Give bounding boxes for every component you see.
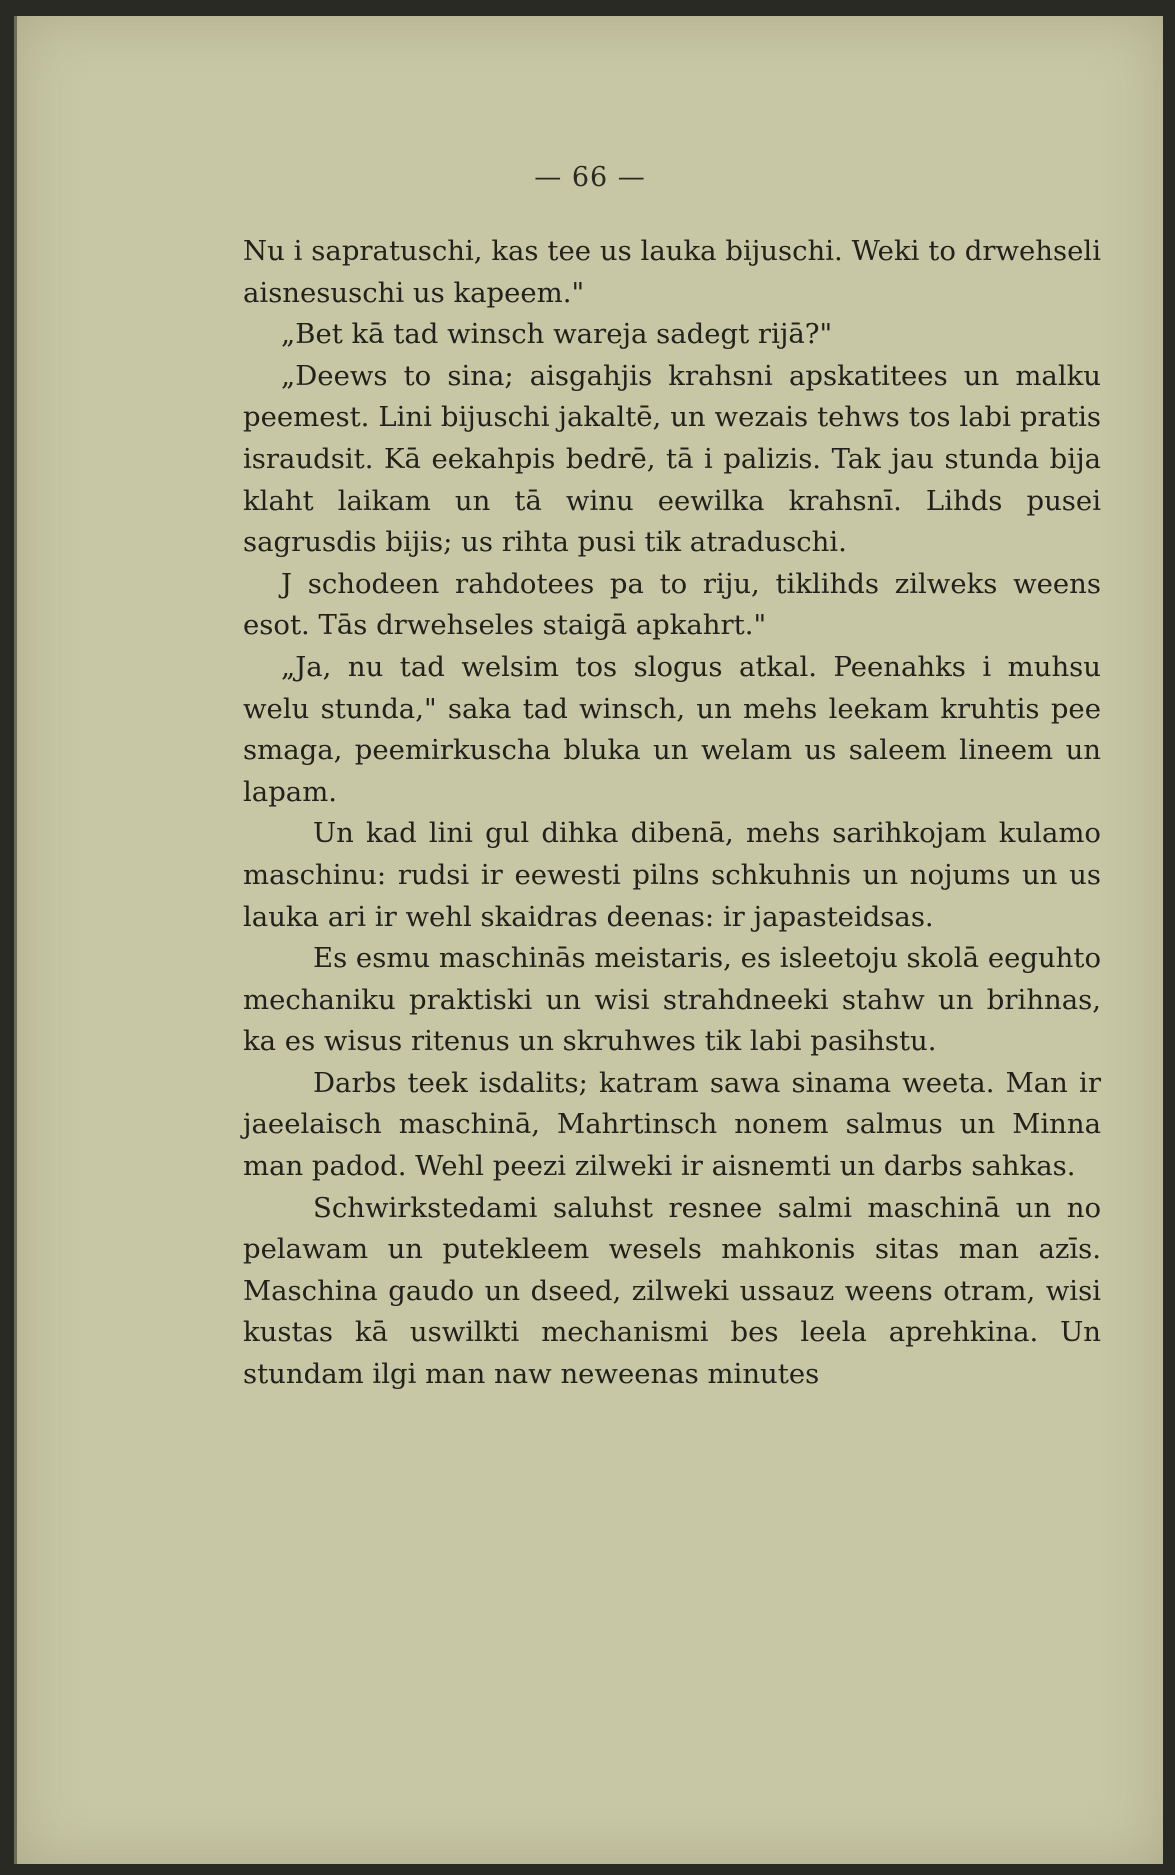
paragraph-4: J schodeen rahdotees pa to riju, tiklihds zilweks weens esot. Tās drwehseles staigā apkahrt." [243,567,1101,642]
page-number: — 66 — [534,162,646,193]
paragraph-9: Schwirkstedami saluhst resnee salmi maschinā un no pelawam un putekleem wesels mahkonis sitas man azīs. Maschina gaudo un dseed, zilweki ussauz weens otram, wisi kustas kā uswilkti mechanismi bes leela aprehkina. Un stundam ilgi man naw neweenas minutes [243,1191,1101,1391]
paragraph-6: Un kad lini gul dihka dibenā, mehs sarihkojam kulamo maschinu: rudsi ir eewesti pilns schkuhnis un nojums un us lauka ari ir wehl skaidras deenas: ir japasteidsas. [243,817,1101,933]
book-page [14,16,1163,1864]
paragraph-8: Darbs teek isdalits; katram sawa sinama weeta. Man ir jaeelaisch maschinā, Mahrtinsch nonem salmus un Minna man padod. Wehl peezi zilweki ir aisnemti un darbs sahkas. [243,1066,1101,1183]
paragraph-3: „Deews to sina; aisgahjis krahsni apskatitees un malku peemest. Lini bijuschi jakaltē, un wezais tehws tos labi pratis israudsit. Kā eekahpis bedrē, tā i palizis. Tak jau stunda bija klaht laikam un tā winu eewilka krahsnī. Lihds pusei sagrusdis bijis; us rihta pusi tik atraduschi. [243,359,1101,559]
paragraph-5: „Ja, nu tad welsim tos slogus atkal. Peenahks i muhsu welu stunda," saka tad winsch, un mehs leekam kruhtis pee smaga, peemirkuscha bluka un welam us saleem lineem un lapam. [243,650,1101,808]
paragraph-1: Nu i sapratuschi, kas tee us lauka bijuschi. Weki to drwehseli aisnesuschi us kapeem." [243,235,1101,309]
page-text [243,231,1101,1396]
paragraph-7: Es esmu maschinās meistaris, es isleetoju skolā eeguhto mechaniku praktiski un wisi strahdneeki stahw un brihnas, ka es wisus ritenus un skruhwes tik labi pasihstu. [243,942,1101,1058]
paragraph-2: „Bet kā tad winsch wareja sadegt rijā?" [281,318,833,351]
